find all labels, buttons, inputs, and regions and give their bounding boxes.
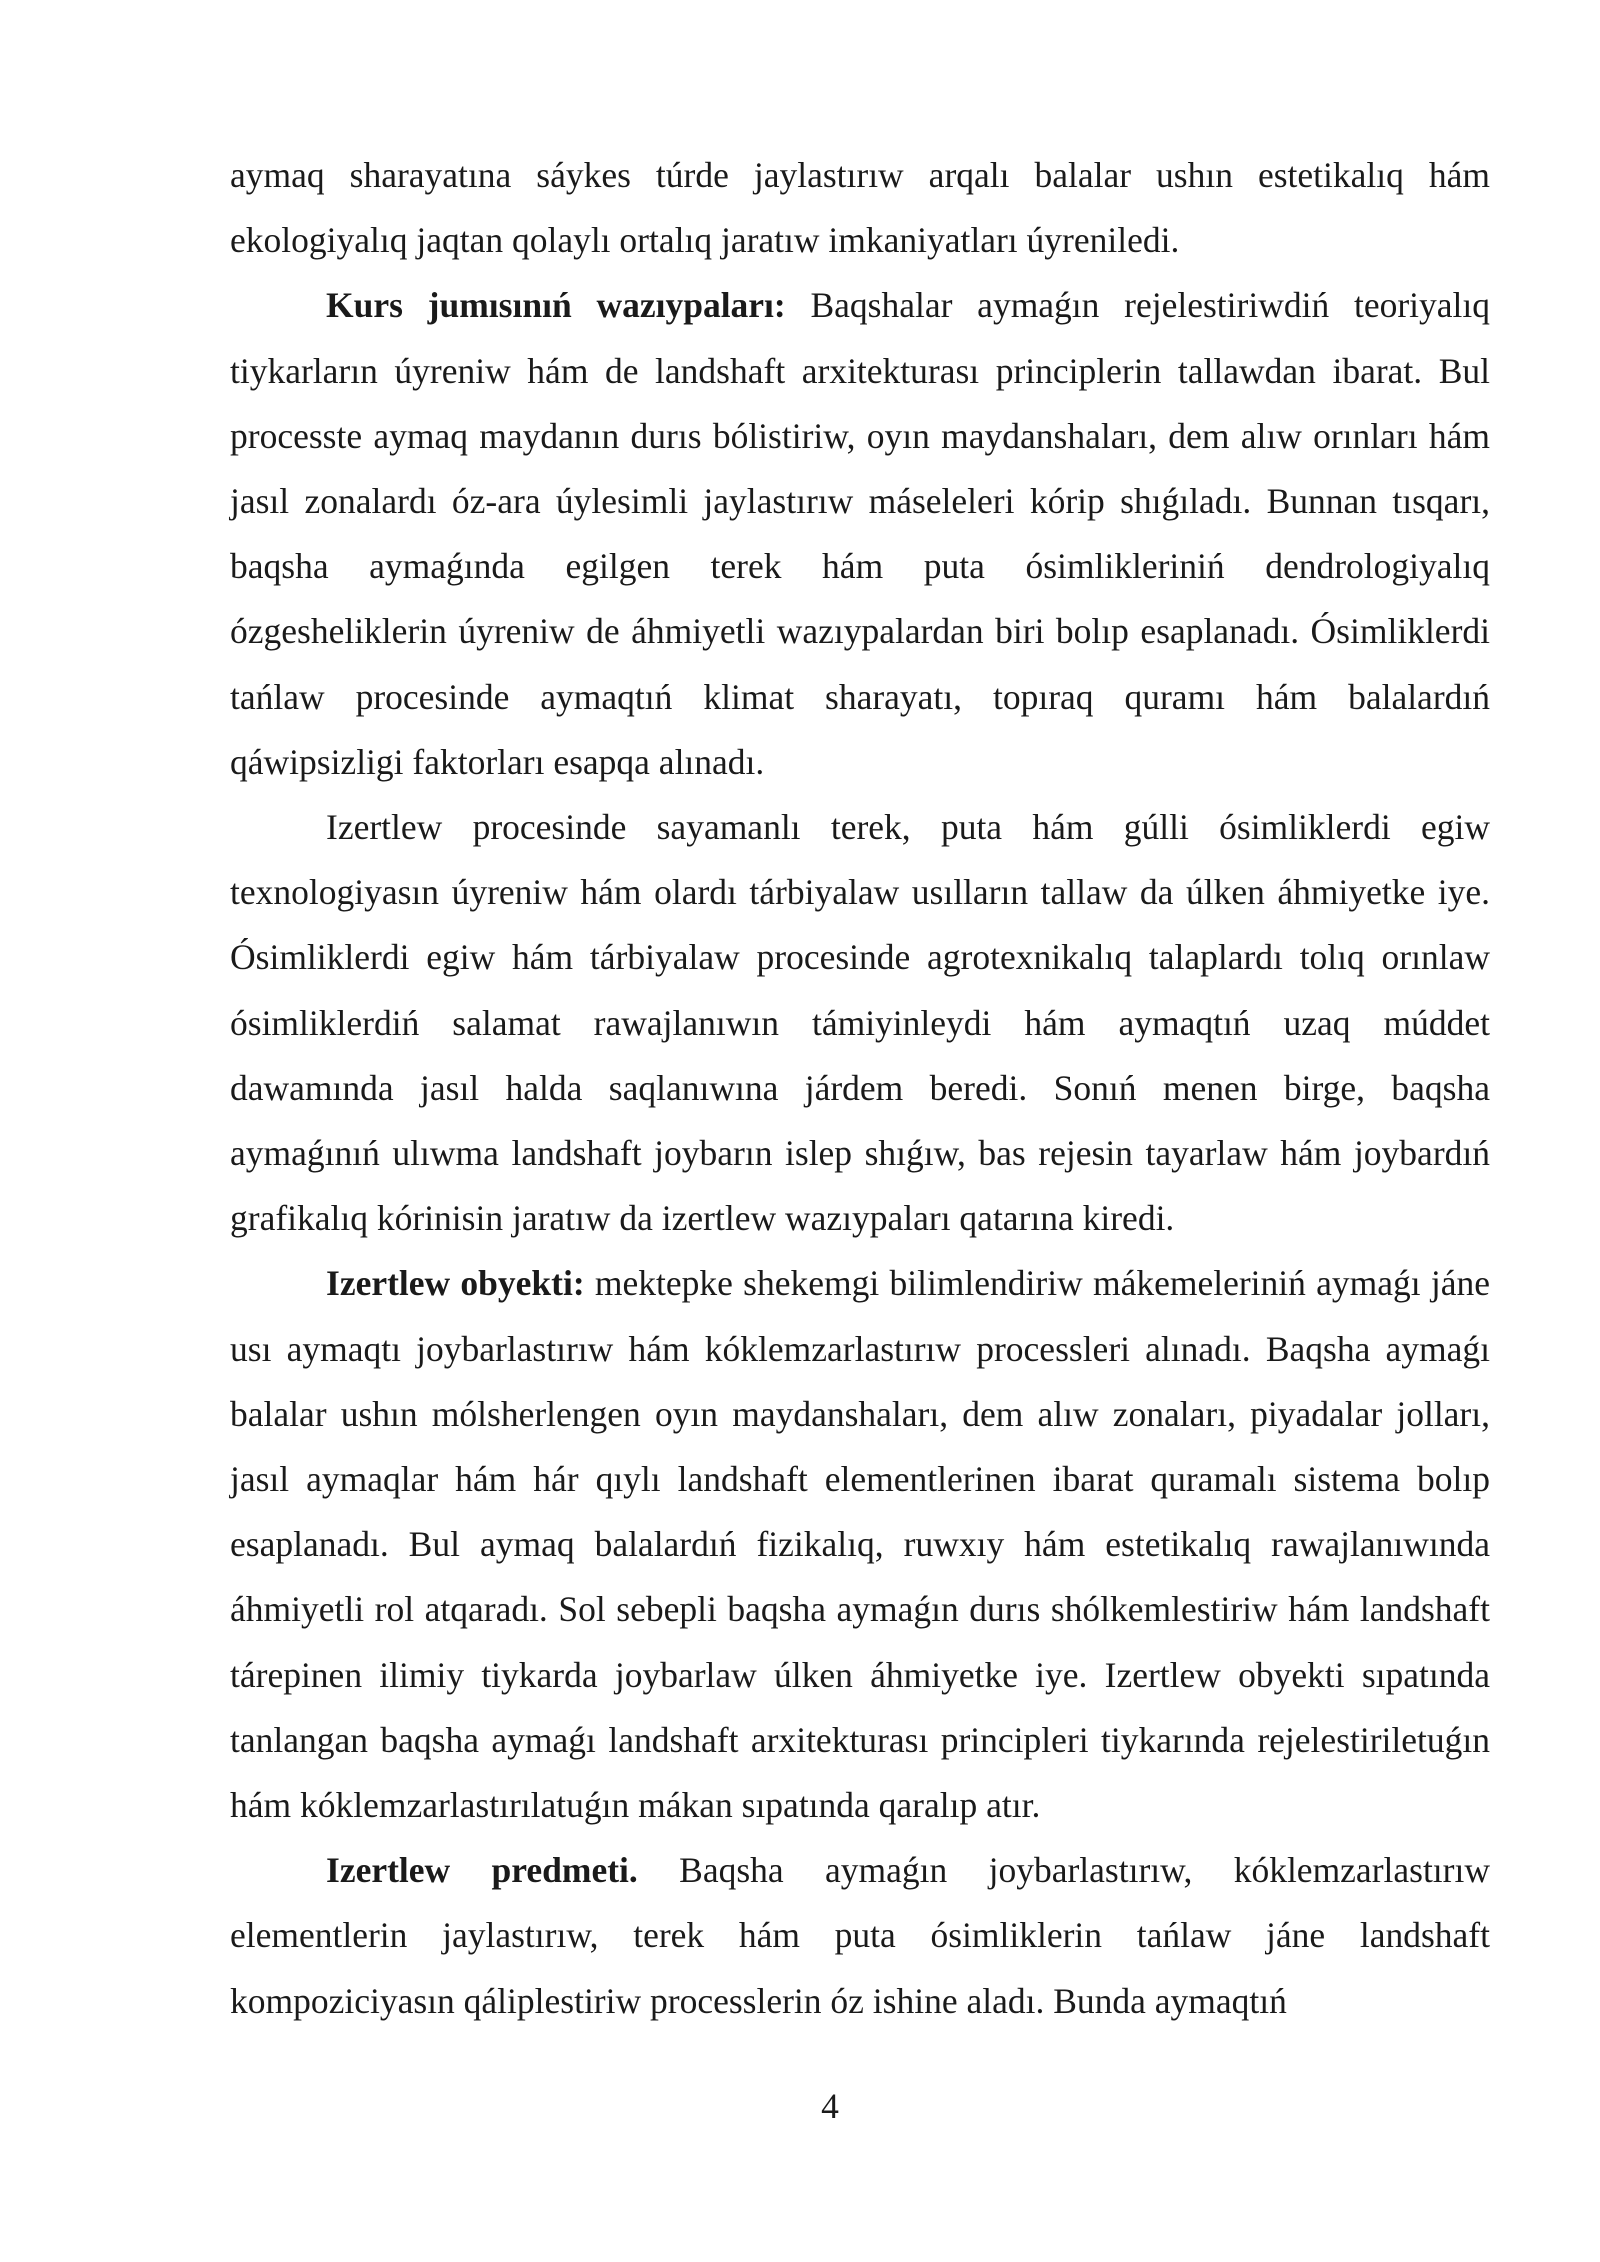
paragraph-text: aymaq sharayatına sáykes túrde jaylastırıw arqalı balalar ushın estetikalıq hám ekologiyalıq jaqtan qolaylı ortalıq jaratıw imkaniyatları úyreniledi. [230, 155, 1490, 261]
paragraph-lead-heading: Kurs jumısınıń wazıypaları: [326, 285, 786, 326]
document-body [230, 143, 1490, 2034]
paragraph-course-tasks [230, 273, 1490, 795]
page-number: 4 [821, 2086, 839, 2126]
paragraph-research-object [230, 1251, 1490, 1838]
paragraph-lead-heading: Izertlew predmeti. [326, 1850, 638, 1891]
paragraph-text: Izertlew procesinde sayamanlı terek, puta hám gúlli ósimliklerdi egiw texnologiyasın úyreniw hám olardı tárbiyalaw usılların tallaw da úlken áhmiyetke iye. Ósimliklerdi egiw hám tárbiyalaw procesinde agrotexnikalıq talaplardı tolıq orınlaw ósimliklerdiń salamat rawajlanıwın támiyinleydi hám aymaqtıń uzaq múddet dawamında jasıl halda saqlanıwına járdem beredi. Sonıń menen birge, baqsha aymaǵınıń ulıwma landshaft joybarın islep shıǵıw, bas rejesin tayarlaw hám joybardıń grafikalıq kórinisin jaratıw da izertlew wazıypaları qatarına kiredi. [230, 807, 1490, 1239]
paragraph-research-subject [230, 1838, 1490, 2034]
paragraph-text: Baqshalar aymaǵın rejelestiriwdiń teoriyalıq tiykarların úyreniw hám de landshaft arxitekturası principlerin tallawdan ibarat. Bul processte aymaq maydanın durıs bólistiriw, oyın maydanshaları, dem alıw orınları hám jasıl zonalardı óz-ara úylesimli jaylastırıw máseleleri kórip shıǵıladı. Bunnan tısqarı, baqsha aymaǵında egilgen terek hám puta ósimlikleriniń dendrologiyalıq ózgesheliklerin úyreniw de áhmiyetli wazıypalardan biri bolıp esaplanadı. Ósimliklerdi tańlaw procesinde aymaqtıń klimat sharayatı, topıraq quramı hám balalardıń qáwipsizligi faktorları esapqa alınadı. [230, 285, 1490, 782]
paragraph-lead-heading: Izertlew obyekti: [326, 1263, 585, 1304]
paragraph-continuation [230, 143, 1490, 273]
paragraph-text: mektepke shekemgi bilimlendiriw mákemeleriniń aymaǵı jáne usı aymaqtı joybarlastırıw hám kóklemzarlastırıw processleri alınadı. Baqsha aymaǵı balalar ushın mólsherlengen oyın maydanshaları, dem alıw zonaları, piyadalar jolları, jasıl aymaqlar hám hár qıylı landshaft elementlerinen ibarat quramalı sistema bolıp esaplanadı. Bul aymaq balalardıń fizikalıq, ruwxıy hám estetikalıq rawajlanıwında áhmiyetli rol atqaradı. Sol sebepli baqsha aymaǵın durıs shólkemlestiriw hám landshaft tárepinen ilimiy tiykarda joybarlaw úlken áhmiyetke iye. Izertlew obyekti sıpatında tanlangan baqsha aymaǵı landshaft arxitekturası principleri tiykarında rejelestiriletuǵın hám kóklemzarlastırılatuǵın mákan sıpatında qaralıp atır. [230, 1263, 1490, 1826]
paragraph-research-process [230, 795, 1490, 1251]
paragraph-text: Baqsha aymaǵın joybarlastırıw, kóklemzarlastırıw elementlerin jaylastırıw, terek hám puta ósimliklerin tańlaw jáne landshaft kompoziciyasın qáliplestiriw processlerin óz ishine aladı. Bunda aymaqtıń [230, 1850, 1490, 2021]
